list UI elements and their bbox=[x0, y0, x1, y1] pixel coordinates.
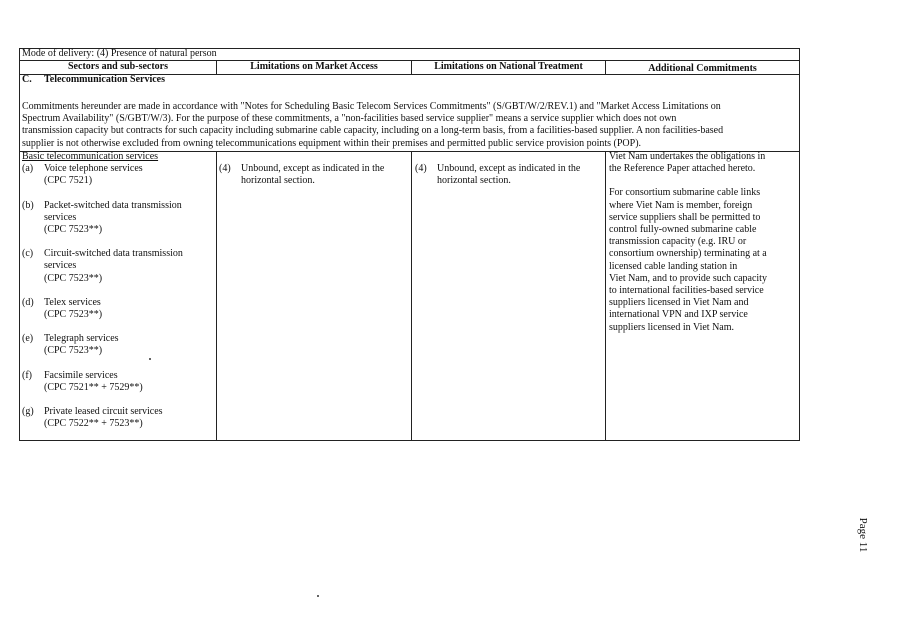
intro-line: Commitments hereunder are made in accordance with "Notes for Scheduling Basic Telecom Services Commitments" (S/GBT/W/2/REV.1) and "Market Access Limitations on bbox=[22, 101, 721, 112]
header-national-treatment: Limitations on National Treatment bbox=[434, 61, 583, 72]
sector-letter: (e) bbox=[22, 333, 34, 345]
additional-line: control fully-owned submarine cable bbox=[609, 224, 757, 236]
sector-item-c bbox=[22, 248, 214, 285]
sector-cpc: (CPC 7521** + 7529**) bbox=[44, 381, 143, 393]
intro-line: supplier is not otherwise excluded from owning telecommunications equipment within their premises and permitted public service provision points (POP). bbox=[22, 137, 642, 149]
sector-cpc: (CPC 7523**) bbox=[44, 272, 103, 284]
sector-letter: (b) bbox=[22, 199, 34, 211]
intro-line: transmission capacity but contracts for such capacity including submarine cable capacity, including on a long-term basis, from a facilities-based supplier. A non facilities-based bbox=[22, 125, 724, 137]
additional-line: transmission capacity (e.g. IRU or bbox=[609, 236, 747, 248]
additional-line: to international facilities-based service bbox=[609, 285, 764, 297]
additional-line: suppliers licensed in Viet Nam and bbox=[609, 297, 749, 309]
header-market-access: Limitations on Market Access bbox=[250, 61, 378, 72]
national-treatment-cell bbox=[415, 163, 603, 187]
sector-name: Telex services bbox=[44, 296, 101, 308]
section-title-text: Telecommunication Services bbox=[44, 74, 166, 85]
additional-line: the Reference Paper attached hereto. bbox=[609, 163, 756, 175]
mode-of-delivery: Mode of delivery: (4) Presence of natural person bbox=[22, 48, 217, 59]
header-additional-commitments: Additional Commitments bbox=[648, 63, 757, 74]
additional-line: consortium ownership) terminating at a bbox=[609, 248, 767, 260]
sector-item-g bbox=[22, 406, 214, 430]
intro-paragraph bbox=[22, 101, 797, 150]
basic-services-heading: Basic telecommunication services bbox=[22, 151, 159, 162]
additional-line: international VPN and IXP service bbox=[609, 309, 748, 321]
sector-item-f bbox=[22, 370, 214, 394]
sector-name: Packet-switched data transmission bbox=[44, 199, 182, 211]
sector-item-d bbox=[22, 297, 214, 321]
additional-line: Viet Nam undertakes the obligations in bbox=[609, 151, 766, 162]
sectors-cell bbox=[22, 151, 214, 430]
market-access-text-cont: horizontal section. bbox=[241, 175, 315, 187]
intro-line: Spectrum Availability" (S/GBT/W/3). For the purpose of these commitments, a "non-facilities based service supplier" means a service supplier which does not own bbox=[22, 113, 677, 125]
additional-paragraph-2 bbox=[609, 187, 797, 333]
scan-speck bbox=[317, 595, 319, 597]
additional-line: where Viet Nam is member, foreign bbox=[609, 199, 753, 211]
rule-right bbox=[799, 48, 800, 441]
additional-line: For consortium submarine cable links bbox=[609, 187, 761, 199]
sector-cpc: (CPC 7521) bbox=[44, 175, 93, 187]
sector-name-cont: services bbox=[44, 260, 77, 272]
additional-line: suppliers licensed in Viet Nam. bbox=[609, 321, 735, 333]
sector-name: Private leased circuit services bbox=[44, 406, 163, 418]
sector-letter: (d) bbox=[22, 296, 34, 308]
section-title bbox=[22, 74, 165, 86]
rule-col1 bbox=[216, 151, 217, 441]
national-treatment-text-cont: horizontal section. bbox=[437, 175, 511, 187]
sector-letter: (c) bbox=[22, 248, 34, 260]
market-access-cell bbox=[219, 163, 409, 187]
market-access-text: Unbound, except as indicated in the bbox=[241, 163, 385, 174]
sector-cpc: (CPC 7522** + 7523**) bbox=[44, 418, 143, 430]
sector-letter: (f) bbox=[22, 369, 32, 381]
sector-name: Facsimile services bbox=[44, 369, 118, 381]
sector-item-e bbox=[22, 333, 214, 357]
mode-number: (4) bbox=[219, 163, 231, 174]
sector-letter: (a) bbox=[22, 163, 34, 175]
page-number: Page 11 bbox=[857, 517, 869, 553]
sector-cpc: (CPC 7523**) bbox=[44, 309, 103, 321]
rule-col3 bbox=[605, 151, 606, 441]
additional-line: licensed cable landing station in bbox=[609, 260, 738, 272]
section-letter: C. bbox=[22, 74, 32, 85]
header-sectors: Sectors and sub-sectors bbox=[68, 61, 168, 72]
sector-cpc: (CPC 7523**) bbox=[44, 345, 103, 357]
sector-name: Voice telephone services bbox=[44, 163, 143, 175]
mode-number: (4) bbox=[415, 163, 427, 174]
additional-commitments-cell bbox=[609, 151, 797, 334]
sector-cpc: (CPC 7523**) bbox=[44, 224, 103, 236]
scan-speck bbox=[149, 358, 151, 360]
rule-left bbox=[19, 48, 20, 441]
schedule-table bbox=[19, 48, 799, 441]
sector-name-cont: services bbox=[44, 211, 77, 223]
additional-paragraph-1 bbox=[609, 151, 797, 175]
rule-col2 bbox=[411, 151, 412, 441]
sector-name: Circuit-switched data transmission bbox=[44, 248, 183, 260]
sector-item-b bbox=[22, 200, 214, 237]
sector-letter: (g) bbox=[22, 406, 34, 418]
sector-name: Telegraph services bbox=[44, 333, 119, 345]
additional-line: Viet Nam, and to provide such capacity bbox=[609, 272, 767, 284]
rule-bottom bbox=[19, 440, 800, 441]
additional-line: service suppliers shall be permitted to bbox=[609, 211, 761, 223]
national-treatment-text: Unbound, except as indicated in the bbox=[437, 163, 581, 174]
sector-item-a bbox=[22, 163, 214, 187]
